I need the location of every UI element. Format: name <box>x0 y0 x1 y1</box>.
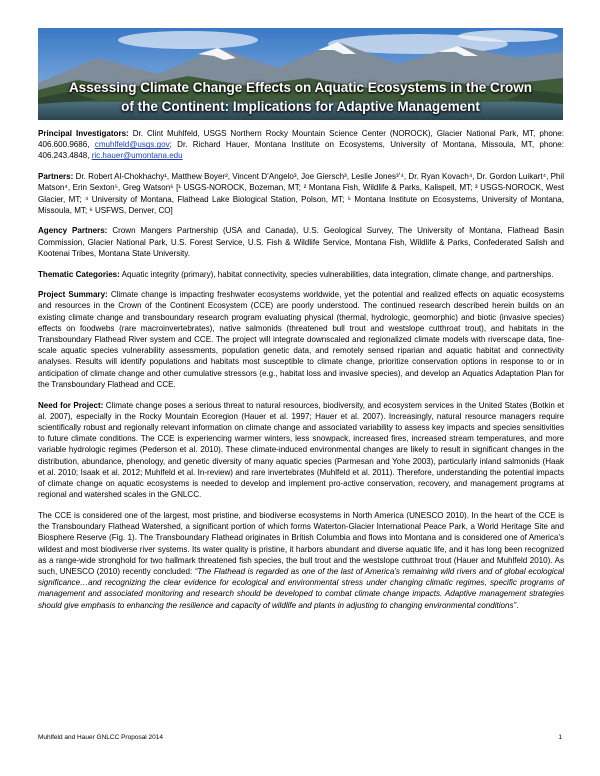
project-summary-label: Project Summary: <box>38 290 108 300</box>
cce-text: The CCE is considered one of the largest, most pristine, and biodiverse ecosystems in North America (UNESCO 2010). In the heart of the CCE is the Transboundary Flathead Watershed, a significant portion of which forms Waterton-Glacier International Peace Park, a World Heritage Site and Biosphere Reserve (Fig. 1). The Transboundary Flathead originates in British Columbia and flows into Montana and is considered one of America’s wildest and most biodiverse river systems. Its water quality is pristine, it harbors abundant and diverse aquatic life, and it has long been recognized as a range-wide stronghold for two hallmark threatened fish species, the bull trout and the westslope cutthroat trout (Hauer and Muhlfeld 2010). As such, UNESCO (2010) recently concluded: <box>38 510 564 576</box>
need-for-project-label: Need for Project: <box>38 400 104 410</box>
header-banner <box>38 28 563 120</box>
email-link-hauer[interactable]: ric.hauer@umontana.edu <box>91 151 183 161</box>
project-summary-text: Climate change is impacting freshwater ecosystems worldwide, yet the potential and realized effects on aquatic ecosystems and resources in the Crown of the Continent Ecosystem (CCE) are poorly understood. The continued research described herein builds on an existing climate change and transboundary research program evaluating physical (thermal, hydrologic, geomorphic) and biotic (invasive species) effects on foodwebs (rare macroinvertebrates), native salmonids (threatened bull trout and westslope cutthroat trout), and habitats in the Transboundary Flathead River system and CCE. The project will integrate downscaled and regionalized climate models with riverscape data, fine-scale aquatic species vulnerability assessments, population genetic data, and remotely sensed riparian and aquatic habitat and connectivity analyses. Results will identify populations and habitats most susceptible to climate change, prioritize conservation options in response to or in anticipation of climate change and other cumulative stressors (e.g., habitat loss and invasive species), and develop an Aquatics Adaptation Plan for the Transboundary Flathead and CCE. <box>38 290 565 389</box>
title-line-1: Assessing Climate Change Effects on Aquatic Ecosystems in the Crown <box>68 80 533 95</box>
agency-partners <box>38 225 564 259</box>
project-summary <box>38 289 564 390</box>
partners-label: Partners: <box>38 172 74 182</box>
thematic-categories-label: Thematic Categories: <box>38 269 120 279</box>
page-footer <box>38 734 562 741</box>
cce-end: . <box>516 600 519 610</box>
pi-text-2: ; Dr. Richard Hauer, Montana Institute on Ecosystems, University of Montana, Missoula, MT, phone: 406.243.4848, <box>38 140 564 161</box>
cce-paragraph <box>38 510 564 611</box>
principal-investigators-label: Principal Investigators: <box>38 129 129 138</box>
partners <box>38 171 564 216</box>
page-number: 1 <box>558 734 562 741</box>
partners-text: Dr. Robert Al-Chokhachy¹, Matthew Boyer², Vincent D’Angelo³, Joe Giersch³, Leslie Jones³ʼ⁴, Dr. Ryan Kovach⁴, Dr. Gordon Luikart⁴, Phil Matson⁴, Erin Sexton⁵, Greg Watson⁶ [¹ USGS-NOROCK, Bozeman, MT; ² Montana Fish, Wildlife & Parks, Kalispell, MT; ³ USGS-NOROCK, West Glacier, MT; ⁴ University of Montana, Flathead Lake Biological Station, Polson, MT; ⁵ Montana Institute on Ecosystems, University of Montana, Missoula, MT; ⁶ USFWS, Denver, CO] <box>38 172 564 215</box>
footer-left: Muhlfeld and Hauer GNLCC Proposal 2014 <box>38 734 164 741</box>
email-link-muhlfeld[interactable]: cmuhlfeld@usgs.gov <box>94 140 170 150</box>
title-line-2: of the Continent: Implications for Adaptive Management <box>121 99 480 114</box>
thematic-categories-text: Aquatic integrity (primary), habitat connectivity, species vulnerabilities, data integration, climate change, and partnerships. <box>119 269 554 279</box>
principal-investigators <box>38 128 564 162</box>
document-body <box>38 128 564 620</box>
thematic-categories <box>38 269 564 280</box>
page-title <box>38 78 563 116</box>
agency-partners-text: Crown Mangers Partnership (USA and Canada), U.S. Geological Survey, The University of Montana, Flathead Basin Commission, Glacier National Park, U.S. Forest Service, U.S. Fish & Wildlife Service, Montana Fish, Wildlife & Parks, Confederated Salish and Kootenai Tribes, Montana State University. <box>38 226 564 258</box>
unesco-quote: “The Flathead is regarded as one of the last of America’s remaining wild rivers and of global ecological significance…and recognizing the clear evidence for ecological and environmental stress under changing climatic regimes, specific programs of management and associated monitoring and research should be developed to combat climate change impacts. Adaptive management strategies should give emphasis to enhancing the resilience and capacity of wildlife and plants in adjusting to changing environmental conditions” <box>38 566 565 610</box>
pi-text-1: Dr. Clint Muhlfeld, USGS Northern Rocky Mountain Science Center (NOROCK), Glacier National Park, MT, phone: 406.600.9686, <box>38 129 564 150</box>
need-for-project <box>38 400 564 501</box>
agency-partners-label: Agency Partners: <box>38 226 108 236</box>
need-for-project-text: Climate change poses a serious threat to natural resources, biodiversity, and ecosystem services in the United States (Botkin et al. 2007), especially in the Rocky Mountain Ecoregion (Hauer et al. 1997; Hauer et al. 2007). Increasingly, natural resource managers require scientifically robust and regionally relevant information on climate change and associated variability to assess key impacts and species sensitivities to future climate conditions. The CCE is experiencing warmer winters, less snowpack, increased fires, increased stream temperatures, and more variable hydrologic regimes (Pederson et al. 2010). These climate-induced environmental changes are likely to result in significant changes in the distribution, abundance, phenology, and genetic diversity of many aquatic species (Parmesan and Yohe 2003), particularly inland salmonids (Haak et al. 2010; Isaak et al. 2012; Muhlfeld et al. In-review) and rare invertebrates (Muhlfeld et al. 2011). Therefore, understanding the potential impacts of climate change on aquatic ecosystems is needed to develop and implement pro-active conservation, recovery, and management programs at regional and watershed scales in the GNLCC. <box>38 400 564 500</box>
